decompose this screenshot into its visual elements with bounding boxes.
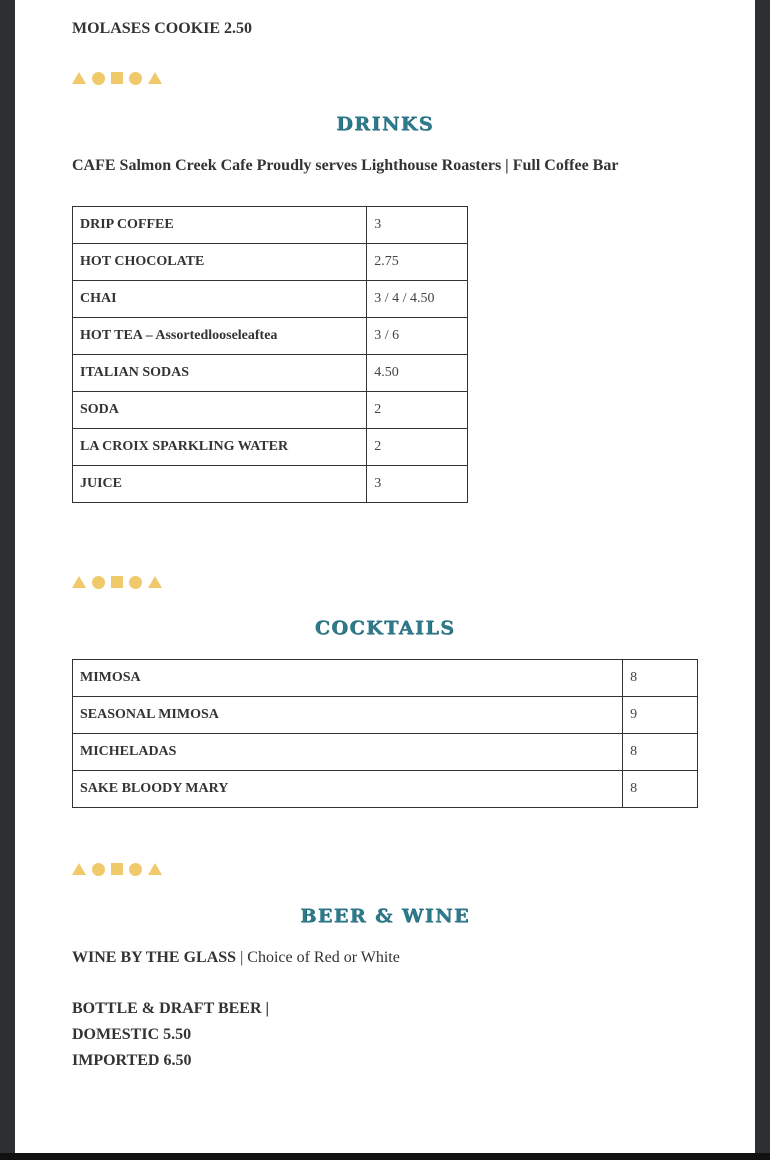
menu-page (15, 0, 755, 1153)
item-name: MIMOSA (73, 660, 623, 697)
square-icon (111, 72, 123, 84)
molases-cookie-line: MOLASES COOKIE 2.50 (72, 20, 253, 37)
item-price: 3 / 4 / 4.50 (367, 281, 468, 318)
beer-wine-heading: BEER & WINE (300, 905, 470, 927)
square-icon (111, 576, 123, 588)
item-price: 4.50 (367, 355, 468, 392)
triangle-icon (72, 576, 86, 588)
shape-divider (72, 574, 162, 590)
square-icon (111, 863, 123, 875)
table-row (73, 697, 698, 734)
domestic-beer: DOMESTIC 5.50 (72, 1026, 192, 1043)
shape-divider (72, 70, 162, 86)
table-row (73, 660, 698, 697)
wine-description: | Choice of Red or White (236, 949, 400, 966)
imported-beer: IMPORTED 6.50 (72, 1052, 192, 1069)
item-name: MICHELADAS (73, 734, 623, 771)
cocktails-heading: COCKTAILS (314, 617, 456, 639)
item-name: SEASONAL MIMOSA (73, 697, 623, 734)
circle-icon (92, 576, 105, 589)
wine-line (72, 949, 400, 967)
item-price: 3 (367, 466, 468, 503)
table-row (73, 244, 468, 281)
drinks-table (72, 206, 468, 503)
circle-icon (92, 863, 105, 876)
item-name: HOT CHOCOLATE (73, 244, 367, 281)
bottom-bar (0, 1153, 770, 1160)
circle-icon (129, 576, 142, 589)
drinks-heading: DRINKS (336, 113, 434, 135)
circle-icon (129, 863, 142, 876)
table-row (73, 734, 698, 771)
shape-divider (72, 861, 162, 877)
triangle-icon (72, 863, 86, 875)
item-name: CHAI (73, 281, 367, 318)
item-price: 3 / 6 (367, 318, 468, 355)
table-row (73, 429, 468, 466)
item-name: LA CROIX SPARKLING WATER (73, 429, 367, 466)
item-name: JUICE (73, 466, 367, 503)
table-row (73, 207, 468, 244)
triangle-icon (148, 576, 162, 588)
circle-icon (129, 72, 142, 85)
item-name: SAKE BLOODY MARY (73, 771, 623, 808)
triangle-icon (72, 72, 86, 84)
triangle-icon (148, 72, 162, 84)
circle-icon (92, 72, 105, 85)
item-price: 8 (623, 734, 698, 771)
wine-label: WINE BY THE GLASS (72, 949, 237, 966)
table-row (73, 355, 468, 392)
beer-label: BOTTLE & DRAFT BEER | (72, 1000, 270, 1017)
item-name: SODA (73, 392, 367, 429)
item-price: 8 (623, 660, 698, 697)
cocktails-table (72, 659, 698, 808)
table-row (73, 771, 698, 808)
triangle-icon (148, 863, 162, 875)
table-row (73, 392, 468, 429)
item-name: HOT TEA – Assortedlooseleaftea (73, 318, 367, 355)
item-price: 2.75 (367, 244, 468, 281)
item-price: 2 (367, 392, 468, 429)
item-price: 2 (367, 429, 468, 466)
item-name: DRIP COFFEE (73, 207, 367, 244)
table-row (73, 281, 468, 318)
table-row (73, 466, 468, 503)
drinks-subtitle: CAFE Salmon Creek Cafe Proudly serves Lighthouse Roasters | Full Coffee Bar (72, 157, 619, 174)
item-price: 8 (623, 771, 698, 808)
item-price: 3 (367, 207, 468, 244)
item-name: ITALIAN SODAS (73, 355, 367, 392)
table-row (73, 318, 468, 355)
item-price: 9 (623, 697, 698, 734)
